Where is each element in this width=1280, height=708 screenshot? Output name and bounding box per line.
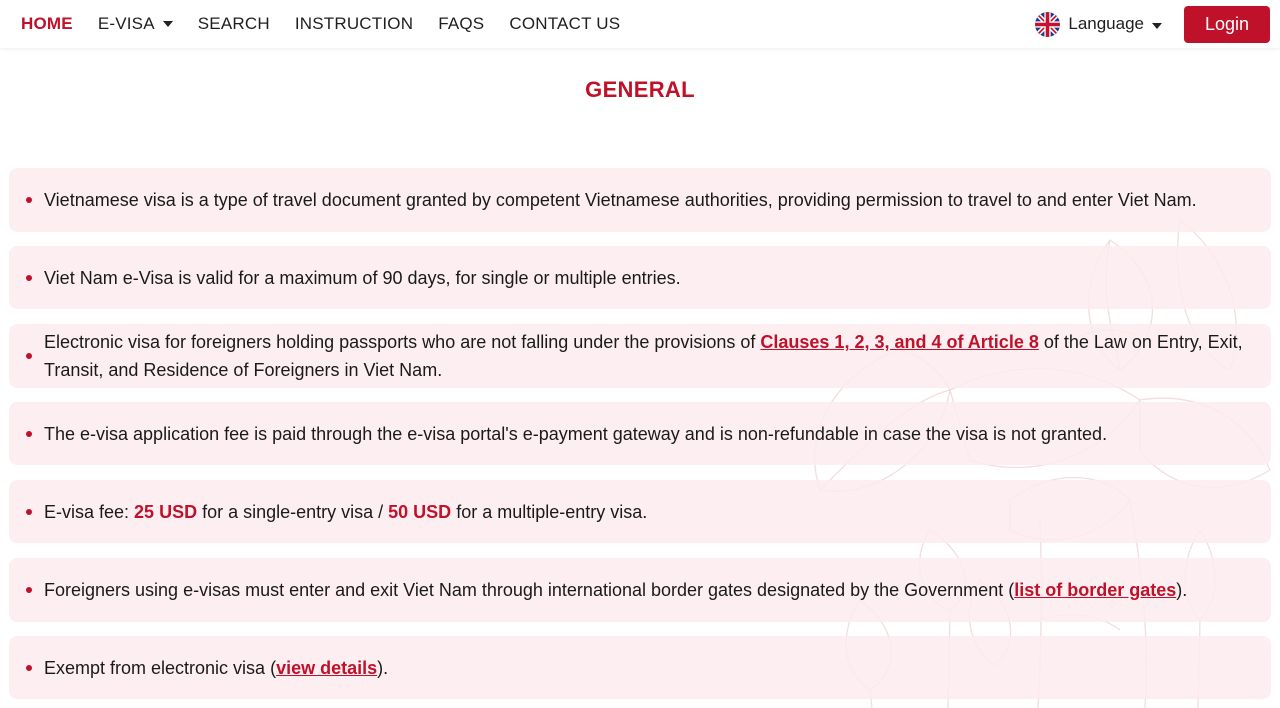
info-text-part: Electronic visa for foreigners holding passports who are not falling under the provisions of: [44, 332, 761, 352]
border-gates-link[interactable]: list of border gates: [1014, 580, 1177, 600]
language-label: Language: [1068, 14, 1144, 33]
bullet-dot-icon: [26, 587, 32, 593]
info-item-fee-payment: [9, 402, 1271, 465]
main-menu: [0, 0, 645, 48]
bullet-dot-icon: [26, 197, 32, 203]
info-item-visa-definition: [9, 168, 1271, 232]
view-details-link[interactable]: view details: [276, 657, 378, 678]
uk-flag-icon: [1035, 12, 1060, 37]
nav-contact-us-label: CONTACT US: [509, 14, 621, 33]
caret-down-icon: [163, 21, 173, 27]
info-item-text: [44, 328, 1271, 384]
info-item-border-gates: [9, 558, 1271, 622]
info-item-eligibility: [9, 324, 1271, 388]
bullet-dot-icon: [26, 431, 32, 437]
info-item-exemption: [9, 636, 1271, 699]
info-text-part: E-visa fee:: [44, 501, 135, 522]
info-item-text: [44, 576, 1197, 604]
info-item-text: The e-visa application fee is paid through the e-visa portal's e-payment gateway and is non-refundable in case the visa is not granted.: [44, 423, 1108, 444]
nav-home-label: HOME: [21, 14, 73, 33]
info-text-part: of the Law on Entry, Exit, Transit, and Residence of Foreigners in Viet Nam.: [44, 332, 1243, 380]
info-item-text: [44, 654, 398, 682]
nav-actions: [1035, 6, 1280, 43]
info-text-part: Foreigners using e-visas must enter and exit Viet Nam through international border gates designated by the Government (: [44, 580, 1015, 600]
multiple-entry-fee: 50 USD: [388, 501, 452, 522]
caret-down-icon: [1152, 23, 1162, 29]
info-text-part: for a single-entry visa /: [197, 501, 389, 522]
bullet-dot-icon: [26, 275, 32, 281]
nav-faqs[interactable]: [438, 14, 484, 34]
info-text-part: ).: [1176, 580, 1188, 600]
nav-instruction[interactable]: [295, 14, 413, 34]
nav-instruction-label: INSTRUCTION: [294, 14, 414, 33]
nav-home[interactable]: [21, 14, 73, 34]
bullet-dot-icon: [26, 509, 32, 515]
nav-e-visa-dropdown[interactable]: [98, 14, 173, 34]
info-item-text: [44, 498, 657, 526]
bullet-dot-icon: [26, 353, 32, 359]
nav-contact-us[interactable]: [509, 14, 620, 34]
nav-faqs-label: FAQS: [438, 14, 485, 33]
info-text-part: ).: [377, 657, 389, 678]
nav-search-label: SEARCH: [197, 14, 270, 33]
info-text-part: Exempt from electronic visa (: [44, 657, 277, 678]
single-entry-fee: 25 USD: [134, 501, 198, 522]
info-item-text: Vietnamese visa is a type of travel document granted by competent Vietnamese authorities, providing permission to travel to and enter Viet Nam.: [44, 190, 1197, 210]
nav-e-visa-label: E-VISA: [97, 14, 155, 33]
clauses-article-8-link[interactable]: Clauses 1, 2, 3, and 4 of Article 8: [760, 332, 1039, 352]
nav-search[interactable]: [198, 14, 270, 34]
info-item-validity: [9, 246, 1271, 309]
info-item-text: Viet Nam e-Visa is valid for a maximum of 90 days, for single or multiple entries.: [44, 267, 681, 288]
page-title: GENERAL: [585, 77, 695, 102]
top-navbar: [0, 0, 1280, 48]
login-button[interactable]: Login: [1184, 6, 1270, 43]
language-selector[interactable]: [1035, 12, 1162, 37]
info-text-part: for a multiple-entry visa.: [451, 501, 648, 522]
bullet-dot-icon: [26, 665, 32, 671]
info-item-fee-amount: [9, 480, 1271, 543]
